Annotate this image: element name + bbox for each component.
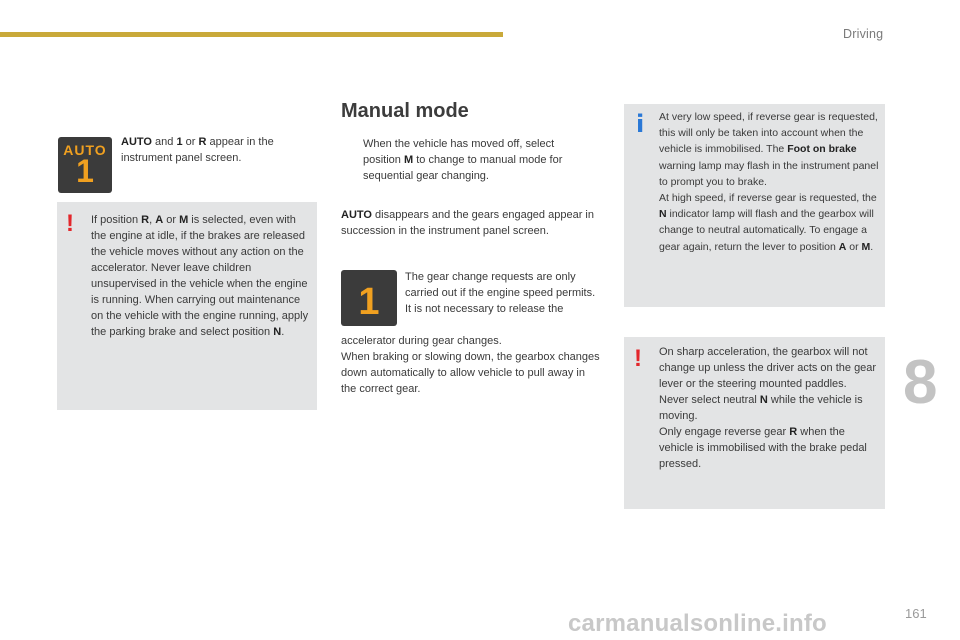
section-title: Driving — [843, 27, 884, 41]
gear-one-display-icon — [341, 270, 397, 326]
warning-left-text: If position R, A or M is selected, even with the engine at idle, if the brakes are released the vehicle moves without any action on the accelerator. Never leave children unsupervised in the vehicle when the engine is running. When carrying out maintenance on the vehicle with the engine running, apply the parking brake and select position N. — [91, 214, 309, 338]
warning-icon: ! — [634, 345, 642, 372]
page-number: 161 — [905, 606, 927, 621]
manual-mode-step: When the vehicle has moved off, select position M to change to manual mode for sequential gear changing. — [363, 138, 563, 182]
gear-change-text-continued: accelerator during gear changes. When braking or slowing down, the gearbox changes down automatically to allow vehicle to pull away in the correct gear. — [341, 335, 600, 395]
header-accent-bar — [0, 32, 503, 37]
auto-display-icon — [58, 137, 112, 193]
warning-right-text: On sharp acceleration, the gearbox will not change up unless the driver acts on the gear lever or the steering mounted paddles. Never select neutral N while the vehicle is moving. Only engage reverse gear R when the vehicle is immobilised with the brake pedal pressed. — [659, 346, 877, 470]
warning-panel-left — [57, 202, 317, 410]
info-right-text: At very low speed, if reverse gear is requested, this will only be taken into account when the vehicle is immobilised. The Foot on brake warning lamp may flash in the instrument panel to prompt you to brake. At high speed, if reverse gear is requested, the N indicator lamp will flash and the gearbox will change to neutral automatically. To engage a gear again, return the lever to position A or M. — [659, 111, 879, 253]
watermark: carmanualsonline.info — [568, 610, 827, 637]
gear-change-text: The gear change requests are only carried out if the engine speed permits. It is not necessary to release the — [405, 271, 596, 315]
info-icon: i — [636, 110, 645, 138]
auto-disappears-text: AUTO disappears and the gears engaged appear in succession in the instrument panel screen. — [341, 209, 594, 237]
auto-note: AUTO and 1 or R appear in the instrument panel screen. — [121, 136, 274, 164]
auto-display-label: AUTO — [63, 142, 107, 158]
chapter-number: 8 — [903, 348, 938, 417]
auto-display-digit: 1 — [76, 153, 94, 189]
gear-one-digit: 1 — [358, 281, 380, 323]
page-title: Manual mode — [341, 100, 469, 122]
warning-icon: ! — [66, 210, 74, 237]
info-panel-right — [624, 104, 885, 307]
warning-panel-right — [624, 337, 885, 509]
